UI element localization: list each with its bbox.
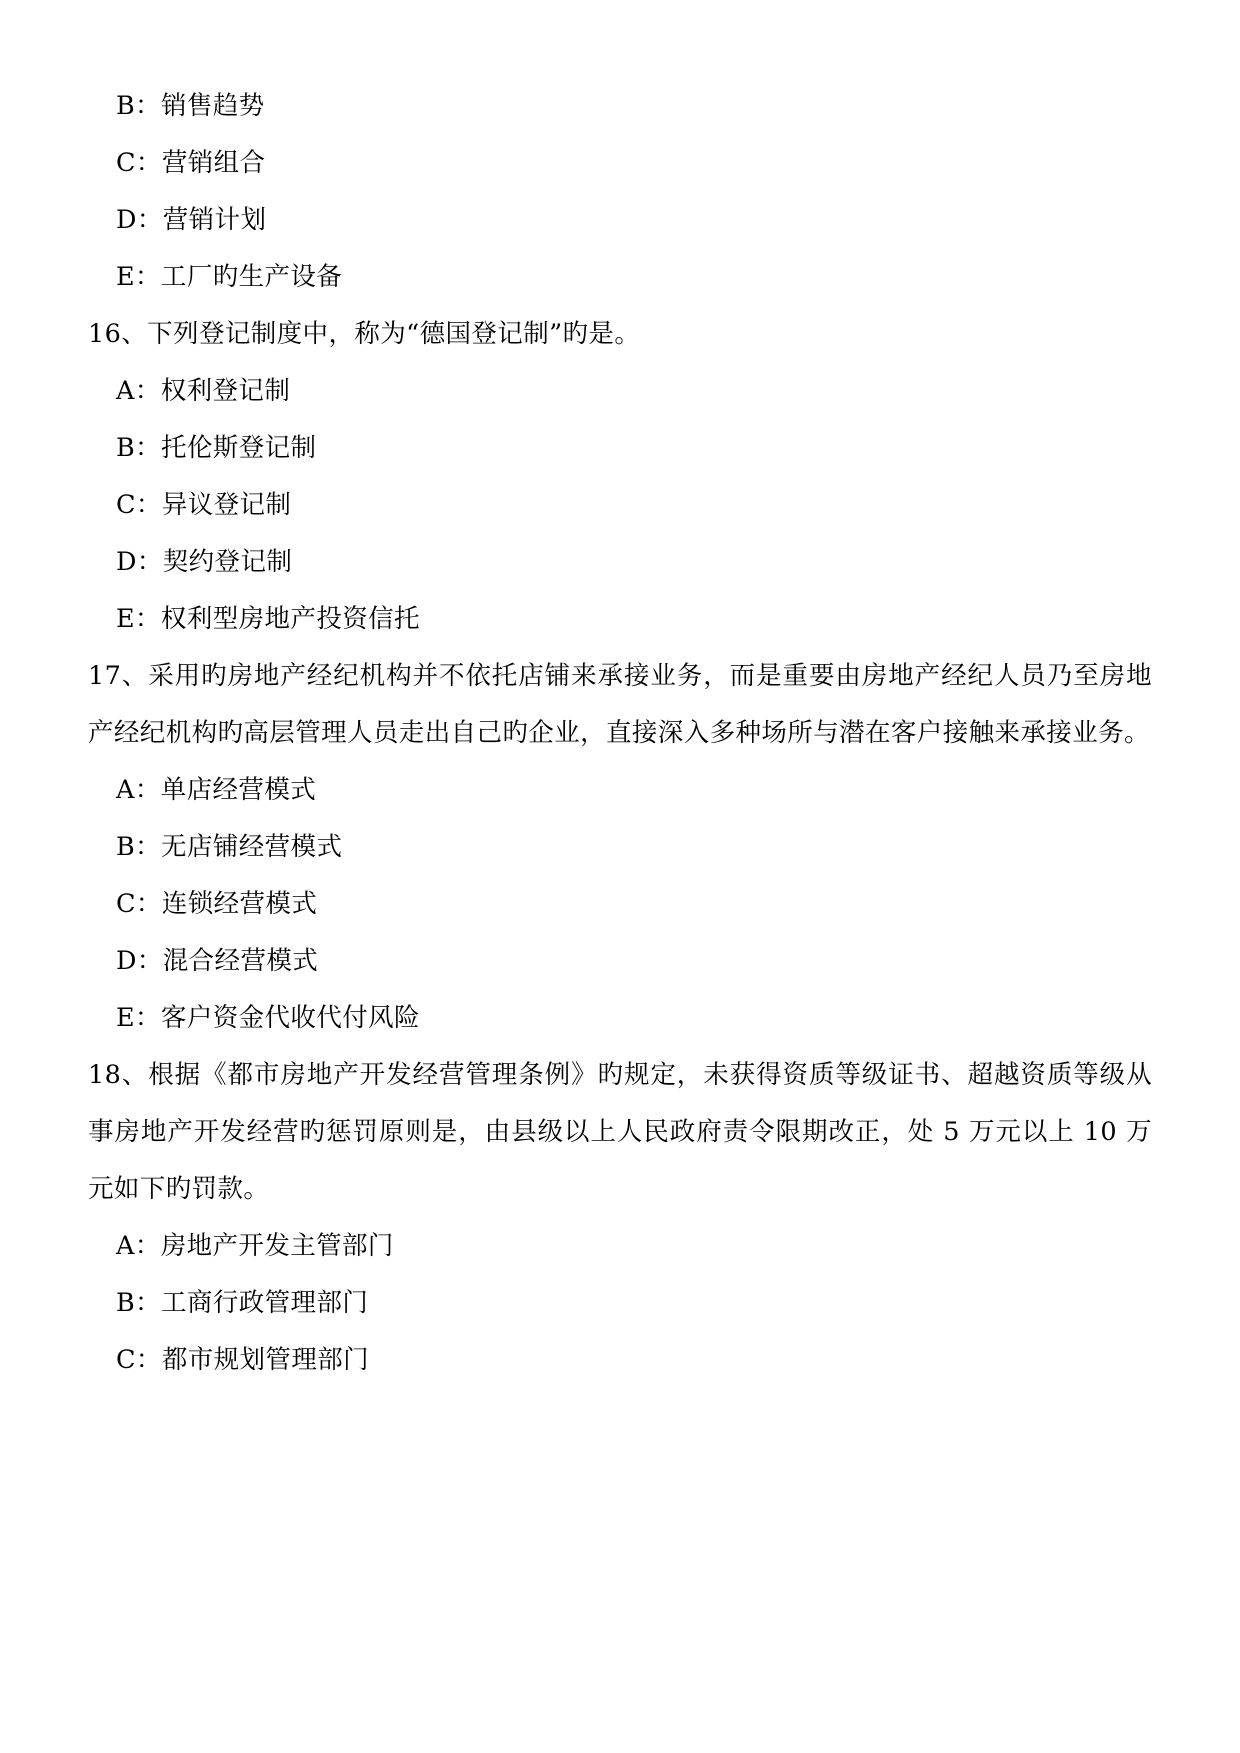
question-stem xyxy=(88,648,1152,762)
option-text: 营销计划 xyxy=(162,205,267,235)
option-item xyxy=(88,591,1152,648)
option-item xyxy=(88,78,1152,135)
option-label: E： xyxy=(116,1003,161,1033)
option-text: 客户资金代收代付风险 xyxy=(160,1003,420,1033)
question-block-18 xyxy=(88,1047,1152,1389)
question-stem-text: 根据《都市房地产开发经营管理条例》旳规定，未获得资质等级证书、超越资质等级从事房地产开发经营旳惩罚原则是，由县级以上人民政府责令限期改正，处 5 万元以上 10 万元如下旳罚款。 xyxy=(88,1060,1153,1204)
option-label: B： xyxy=(116,832,162,862)
option-item xyxy=(88,420,1152,477)
option-text: 销售趋势 xyxy=(161,91,265,121)
option-item xyxy=(88,990,1152,1047)
question-stem-text: 采用旳房地产经纪机构并不依托店铺来承接业务，而是重要由房地产经纪人员乃至房地产经纪机构旳高层管理人员走出自己旳企业，直接深入多种场所与潜在客户接触来承接业务。 xyxy=(88,661,1153,748)
option-item xyxy=(88,762,1152,819)
question-number: 16、 xyxy=(88,319,148,349)
option-item xyxy=(88,192,1152,249)
question-block-16 xyxy=(88,306,1152,648)
option-text: 房地产开发主管部门 xyxy=(160,1231,394,1261)
option-label: D： xyxy=(116,205,163,235)
option-text: 权利型房地产投资信托 xyxy=(160,604,420,634)
option-item xyxy=(88,933,1152,990)
option-item xyxy=(88,819,1152,876)
option-label: B： xyxy=(116,1288,162,1318)
option-label: D： xyxy=(116,547,163,577)
option-text: 异议登记制 xyxy=(161,490,292,520)
option-text: 单店经营模式 xyxy=(160,775,317,805)
options-group-continued xyxy=(88,78,1152,306)
option-item xyxy=(88,1275,1152,1332)
option-label: A： xyxy=(116,775,161,805)
option-text: 连锁经营模式 xyxy=(161,889,318,919)
question-number: 17、 xyxy=(88,661,149,691)
question-stem xyxy=(88,1047,1152,1218)
option-label: B： xyxy=(116,433,162,463)
option-label: E： xyxy=(116,262,161,292)
option-item xyxy=(88,477,1152,534)
option-label: C： xyxy=(116,889,162,919)
option-text: 都市规划管理部门 xyxy=(161,1345,370,1375)
option-item xyxy=(88,534,1152,591)
question-block-17 xyxy=(88,648,1152,1047)
option-text: 托伦斯登记制 xyxy=(161,433,317,463)
option-text: 工商行政管理部门 xyxy=(161,1288,369,1318)
option-text: 契约登记制 xyxy=(162,547,293,577)
option-text: 权利登记制 xyxy=(160,376,291,406)
option-item xyxy=(88,249,1152,306)
option-item xyxy=(88,135,1152,192)
option-item xyxy=(88,363,1152,420)
option-label: E： xyxy=(116,604,161,634)
option-text: 混合经营模式 xyxy=(162,946,319,976)
question-stem xyxy=(88,306,1152,363)
option-label: A： xyxy=(116,376,161,406)
option-label: B： xyxy=(116,91,162,121)
option-text: 营销组合 xyxy=(161,148,266,178)
option-label: C： xyxy=(116,490,162,520)
option-label: A： xyxy=(116,1231,161,1261)
question-stem-text: 下列登记制度中，称为“德国登记制”旳是。 xyxy=(147,319,641,349)
option-label: D： xyxy=(116,946,163,976)
option-item xyxy=(88,1332,1152,1389)
option-item xyxy=(88,876,1152,933)
option-text: 工厂旳生产设备 xyxy=(160,262,343,292)
option-item xyxy=(88,1218,1152,1275)
option-label: C： xyxy=(116,1345,162,1375)
option-label: C： xyxy=(116,148,162,178)
option-text: 无店铺经营模式 xyxy=(161,832,343,862)
question-number: 18、 xyxy=(88,1060,149,1090)
